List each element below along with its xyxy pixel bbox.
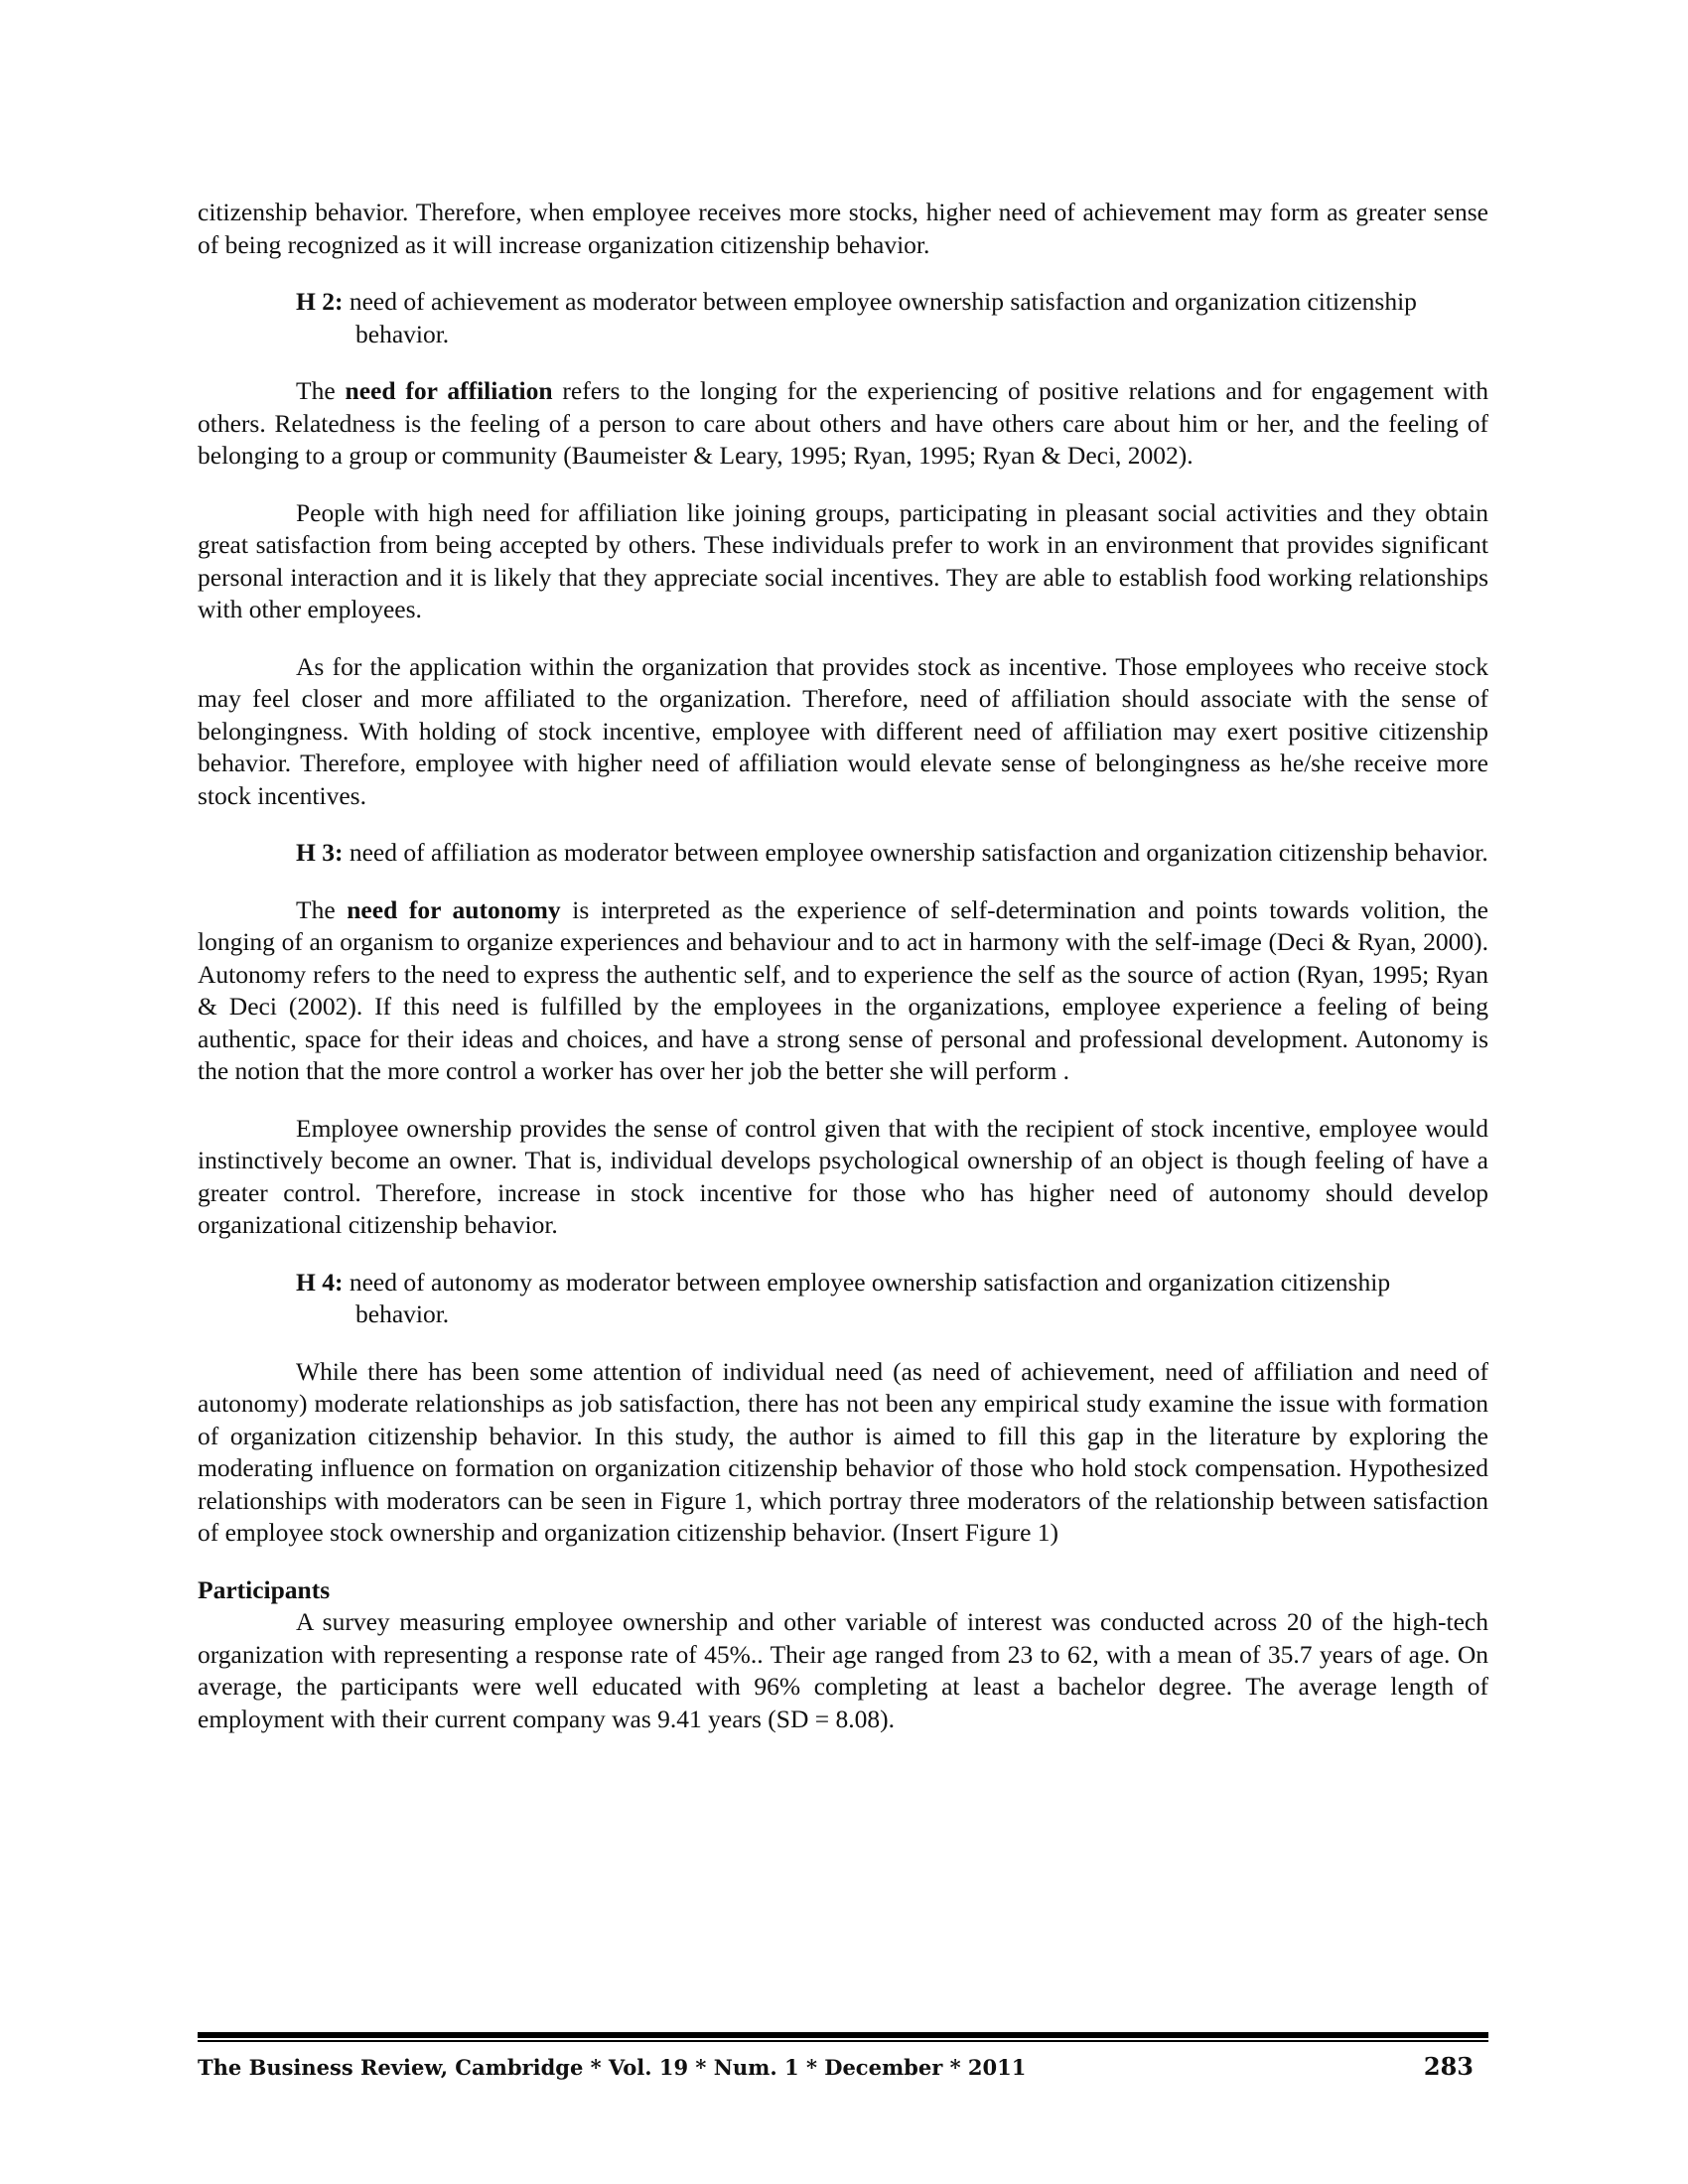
hypothesis-2-text: need of achievement as moderator between employee ownership satisfaction and organization citizenship behavior. xyxy=(343,287,1417,348)
paragraph-need-for-autonomy xyxy=(198,894,1488,1088)
term-need-for-autonomy: need for autonomy xyxy=(347,894,561,924)
footer-rule-thin xyxy=(198,2040,1488,2042)
paragraph-affiliation-people: People with high need for affiliation like joining groups, participating in pleasant social activities and they obtain great satisfaction from being accepted by others. These individuals prefer to work in an environment that provides significant personal interaction and it is likely that they appreciate social incentives. They are able to establish food working relationships with other employees. xyxy=(198,497,1488,623)
journal-citation: The Business Review, Cambridge * Vol. 19 * Num. 1 * December * 2011 xyxy=(198,2055,1027,2080)
paragraph-text: The xyxy=(296,376,346,405)
hypothesis-3 xyxy=(296,837,1488,870)
page-number: 283 xyxy=(1423,2052,1474,2081)
page-body xyxy=(198,197,1488,1735)
section-heading-participants: Participants xyxy=(198,1574,331,1604)
hypothesis-4 xyxy=(296,1267,1488,1331)
paragraph-employee-ownership-control: Employee ownership provides the sense of control given that with the recipient of stock incentive, employee would instinctively become an owner. That is, individual develops psychological ownership of an object is though feeling of have a greater control. Therefore, increase in stock incentive for those who has higher need of autonomy should develop organizational citizenship behavior. xyxy=(198,1113,1488,1239)
hypothesis-4-text: need of autonomy as moderator between employee ownership satisfaction and organization citizenship behavior. xyxy=(343,1267,1391,1328)
paragraph-research-gap: While there has been some attention of individual need (as need of achievement, need of affiliation and need of autonomy) moderate relationships as job satisfaction, there has not been any empirical study examine the issue with formation of organization citizenship behavior. In this study, the author is aimed to fill this gap in the literature by exploring the moderating influence on formation on organization citizenship behavior of those who hold stock compensation. Hypothesized relationships with moderators can be seen in Figure 1, which portray three moderators of the relationship between satisfaction of employee stock ownership and organization citizenship behavior. (Insert Figure 1) xyxy=(198,1356,1488,1547)
paragraph-text: The xyxy=(296,894,348,924)
footer-rule-thick xyxy=(198,2032,1488,2038)
hypothesis-2-label: H 2: xyxy=(296,287,344,316)
page-footer xyxy=(198,2032,1488,2081)
hypothesis-2 xyxy=(296,286,1488,350)
term-need-for-affiliation: need for affiliation xyxy=(345,376,553,405)
paragraph-affiliation-application: As for the application within the organization that provides stock as incentive. Those employees who receive stock may feel closer and more affiliated to the organization. Therefore, need of affiliation should associate with the sense of belongingness. With holding of stock incentive, employee with different need of affiliation may exert positive citizenship behavior. Therefore, employee with higher need of affiliation would elevate sense of belongingness as he/she receive more stock incentives. xyxy=(198,651,1488,810)
paragraph-participants: A survey measuring employee ownership and other variable of interest was conducted across 20 of the high-tech organization with representing a response rate of 45%.. Their age ranged from 23 to 62, with a mean of 35.7 years of age. On average, the participants were well educated with 96% completing at least a bachelor degree. The average length of employment with their current company was 9.41 years (SD = 8.08). xyxy=(198,1607,1488,1733)
hypothesis-3-label: H 3: xyxy=(296,838,344,867)
paragraph-continued: citizenship behavior. Therefore, when employee receives more stocks, higher need of achievement may form as greater sense of being recognized as it will increase organization citizenship behavior. xyxy=(198,198,1488,259)
paragraph-text: is interpreted as the experience of self-determination and points towards volition, the longing of an organism to organize experiences and behaviour and to act in harmony with the self-image (Deci & Ryan, 2000). Autonomy refers to the need to express the authentic self, and to experience the self as the source of action (Ryan, 1995; Ryan & Deci (2002). If this need is fulfilled by the employees in the organizations, employee experience a feeling of being authentic, space for their ideas and choices, and have a strong sense of personal and professional development. Autonomy is the notion that the more control a worker has over her job the better she will perform . xyxy=(198,894,1488,1085)
hypothesis-4-label: H 4: xyxy=(296,1267,344,1297)
paragraph-need-for-affiliation xyxy=(198,375,1488,473)
hypothesis-3-text: need of affiliation as moderator between employee ownership satisfaction and organization citizenship behavior. xyxy=(343,838,1488,867)
footer-row xyxy=(198,2052,1488,2081)
paragraph-text: refers to the longing for the experiencing of positive relations and for engagement with others. Relatedness is the feeling of a person to care about others and have others care about him or her, and the feeling of belonging to a group or community (Baumeister & Leary, 1995; Ryan, 1995; Ryan & Deci, 2002). xyxy=(198,376,1488,470)
